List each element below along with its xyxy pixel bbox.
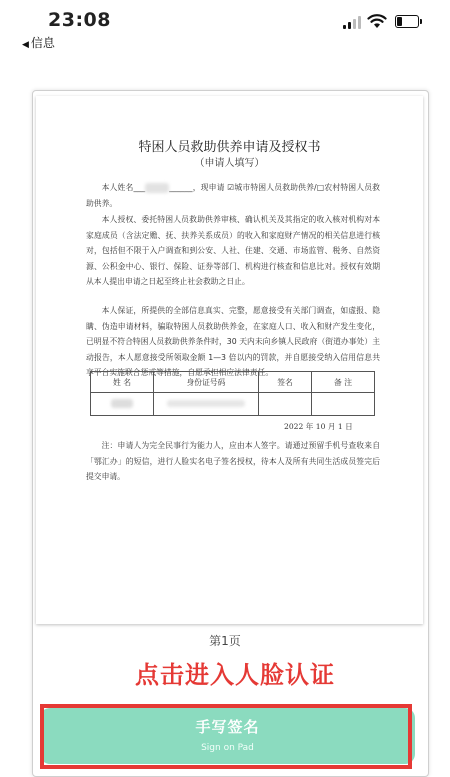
back-to-app-link[interactable] [22,34,55,51]
table-header-name: 姓 名 [91,372,154,393]
document-note: 注：申请人为完全民事行为能力人，应由本人签字。请通过预留手机号查收来自「鄂汇办」的短信，进行人脸实名电子签名授权，待本人及所有共同生活成员签完后提交申请。 [86,441,380,481]
table-header-signature: 签名 [259,372,312,393]
signature-cell [259,393,312,416]
page-indicator: 第1页 [209,634,241,648]
sign-button-sublabel: Sign on Pad [201,743,254,753]
applicant-paragraph-rest: ______，现申请 ☑城市特困人员救助供养/□农村特困人员救助供养。 [86,183,380,208]
redacted-id-cell [154,393,259,416]
table-header-id: 身份证号码 [154,372,259,393]
table-row [91,393,375,416]
table-header-remarks: 备 注 [312,372,375,393]
redacted-name [145,183,169,193]
sign-button-label: 手写签名 [195,718,260,736]
applicant-name-prefix: 本人姓名___ [101,183,146,192]
back-app-label: 信息 [30,36,55,50]
red-highlight-frame [40,704,412,769]
status-time: 23:08 [48,9,111,31]
status-bar [0,0,450,34]
document-page [36,96,423,624]
applicant-paragraph [86,180,380,211]
cellular-signal-icon [343,15,363,29]
signature-table [90,371,375,416]
document-subtitle: （申请人填写） [194,158,265,169]
document-date: 2022 年 10 月 1 日 [284,422,353,431]
remarks-cell [312,393,375,416]
authorization-paragraph: 本人授权、委托特困人员救助供养审核、确认机关及其指定的收入核对机构对本家庭成员（含法定赡、抚、扶养关系成员）的收入和家庭财产情况的相关信息进行核对，包括但不限于入户调查和到公安、人社、住建、交通、市场监管、税务、自然资源、公积金中心、银行、保险、证券等部门、机构进行核查和信息比对。授权有效期从本人提出申请之日起至终止社会救助之日止。 [86,215,380,286]
back-triangle-icon: ◀ [22,40,29,50]
document-title: 特困人员救助供养申请及授权书 [138,140,321,155]
battery-icon [395,15,419,28]
face-auth-link[interactable]: 点击进入人脸认证 [135,661,335,689]
redacted-name-cell [91,393,154,416]
guarantee-paragraph: 本人保证，所提供的全部信息真实、完整，愿意接受有关部门调查，如虚报、隐瞒、伪造申请材料，骗取特困人员救助供养金，在家庭人口、收入和财产发生变化，已明显不符合特困人员救助供养条件时，30 天内未向乡镇人民政府（街道办事处）主动报告，本人愿意接受所领取金额 1—3 倍以内的罚款，并自愿接受纳入信用信息共享平台实施联合惩戒等措施，自愿承担相应法律责任。 [86,306,380,377]
wifi-icon [367,13,387,29]
